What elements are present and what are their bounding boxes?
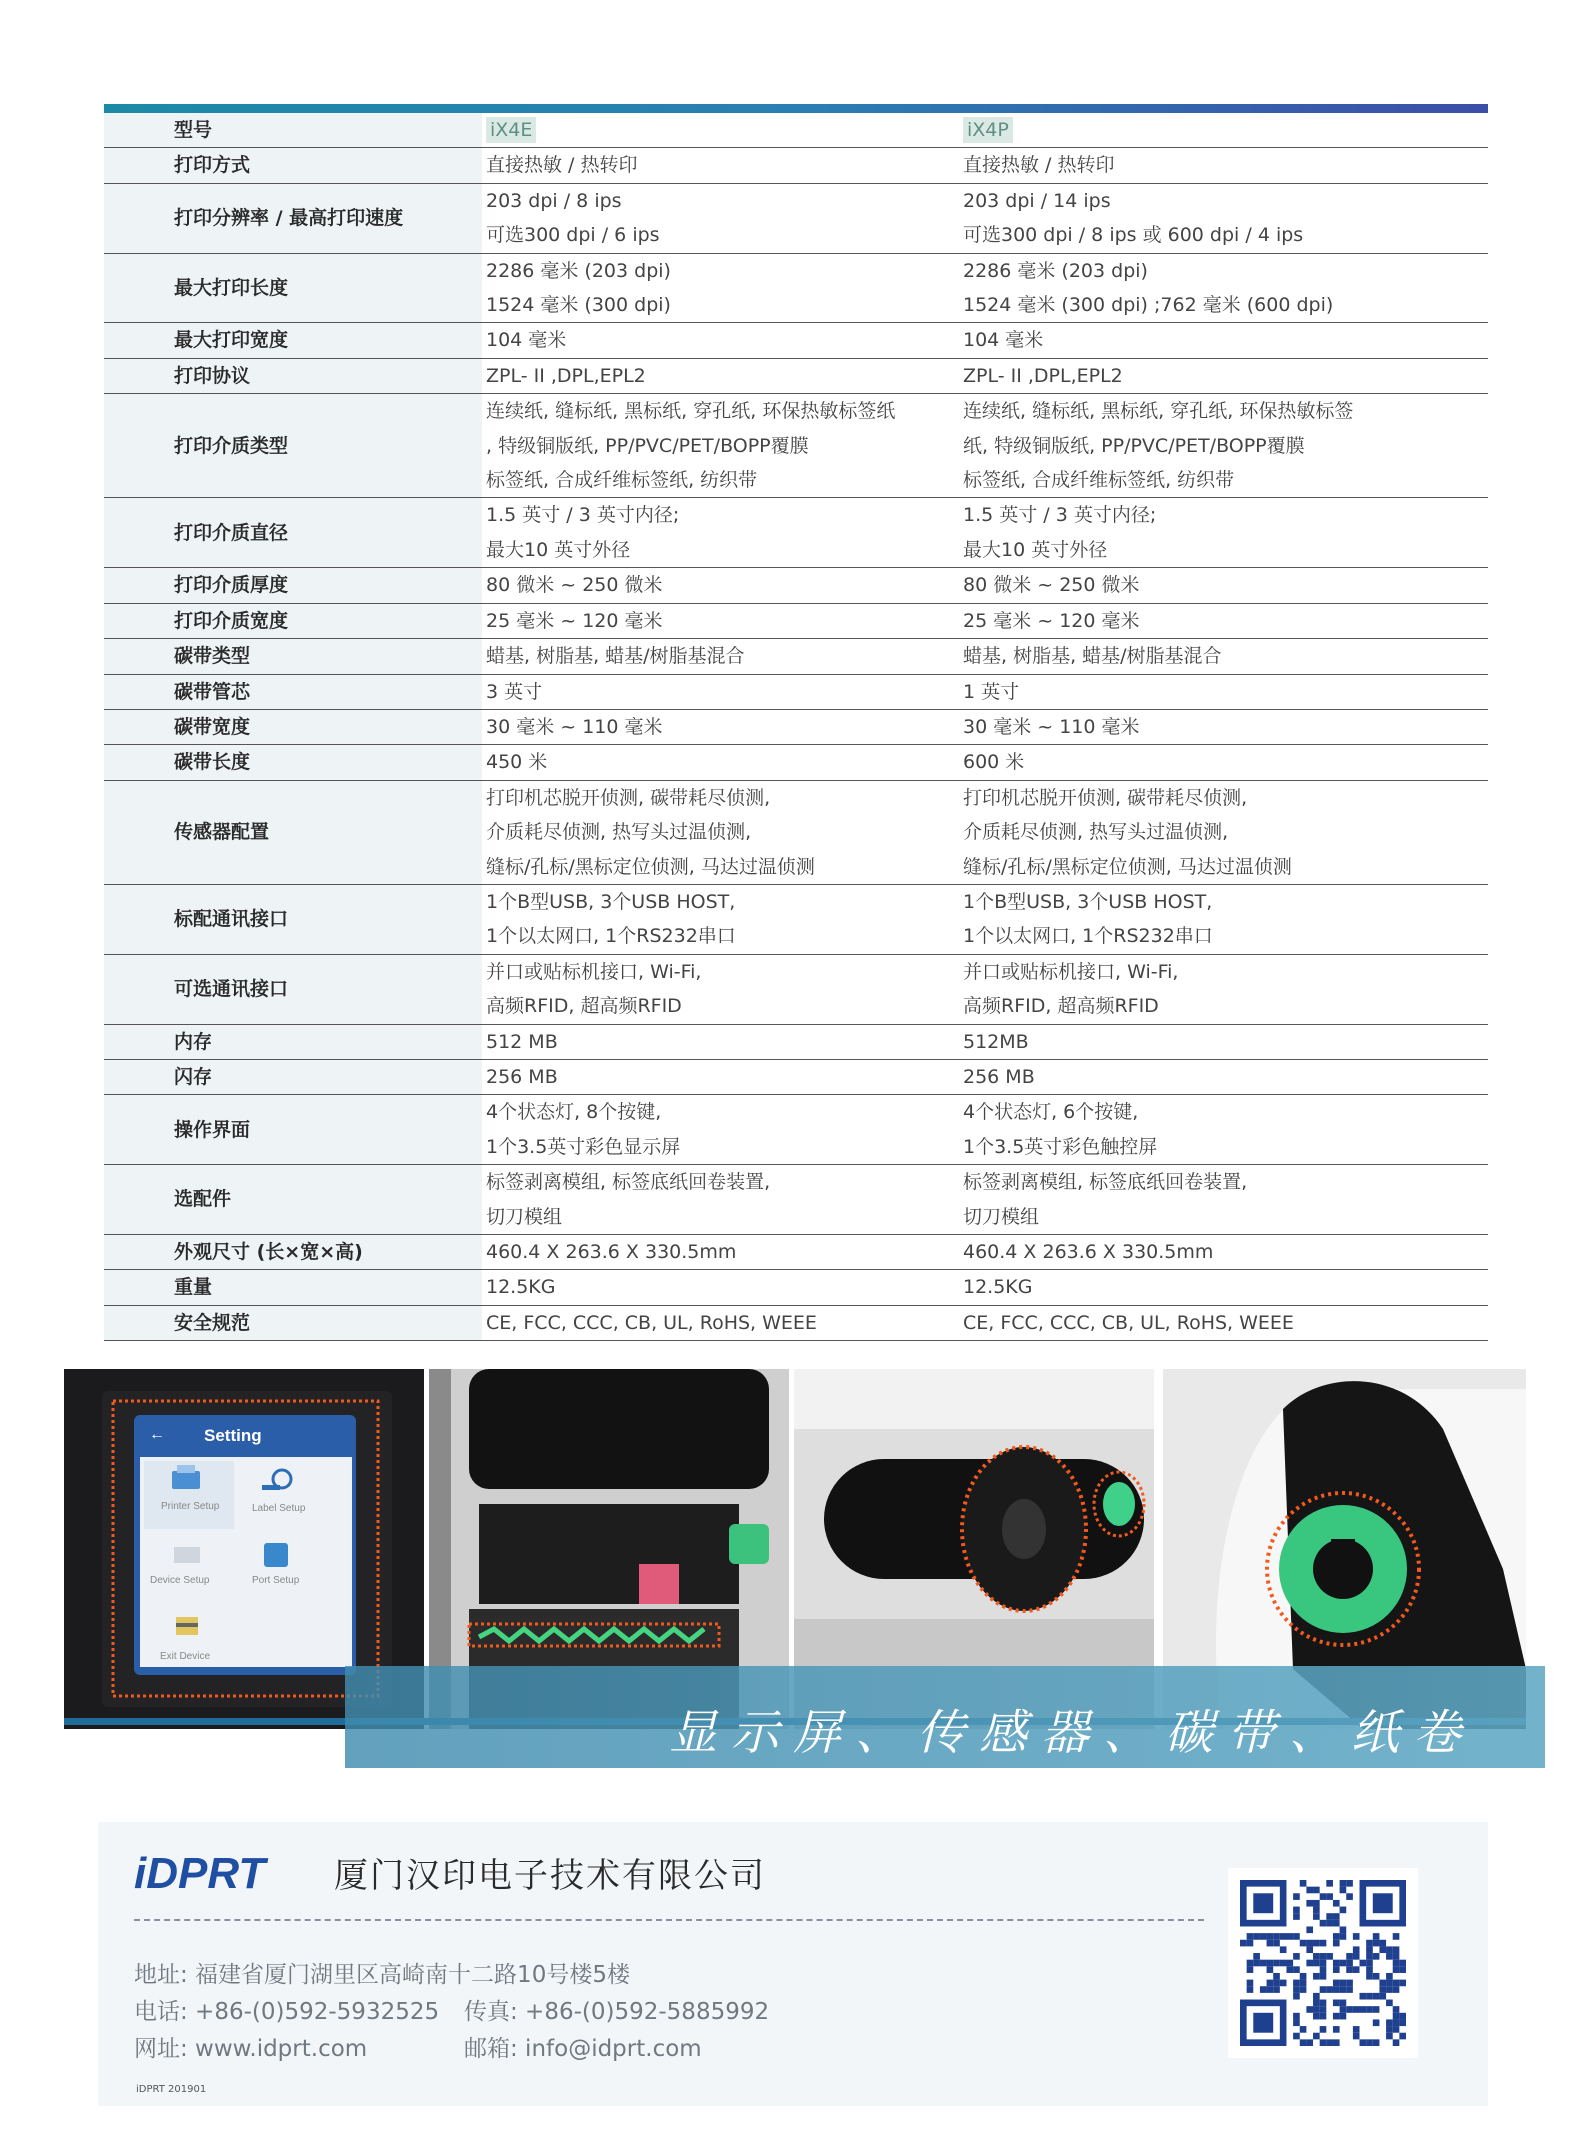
spec-value-ix4e (482, 1235, 951, 1270)
spec-value-line: 203 dpi / 14 ips (963, 189, 1111, 212)
spec-label: 碳带长度 (104, 745, 482, 780)
spec-value-line: 并口或贴标机接口, Wi-Fi, (486, 960, 702, 983)
spec-label: 闪存 (104, 1059, 482, 1094)
spec-row (104, 1024, 1488, 1059)
spec-value-ix4e (482, 780, 951, 884)
screen-item-label-setup[interactable]: Label Setup (252, 1503, 306, 1514)
spec-value-ix4e (482, 323, 951, 358)
spec-value-line: 80 微米 ~ 250 微米 (963, 574, 1140, 597)
spec-row (104, 323, 1488, 358)
spec-value-ix4p (951, 884, 1488, 954)
spec-row (104, 1305, 1488, 1340)
spec-value-line: 1个B型USB, 3个USB HOST, (486, 890, 736, 913)
spec-row (104, 639, 1488, 674)
spec-label: 碳带管芯 (104, 674, 482, 709)
spec-value-ix4e (482, 498, 951, 568)
spec-value-line: 1.5 英寸 / 3 英寸内径; (486, 504, 680, 527)
spec-value-line: 蜡基, 树脂基, 蜡基/树脂基混合 (486, 645, 745, 668)
spec-value-line: 介质耗尽侦测, 热写头过温侦测, (963, 821, 1229, 844)
spec-value-line: ZPL- II ,DPL,EPL2 (486, 364, 646, 387)
spec-value-line: 1 英寸 (963, 680, 1020, 703)
spec-row (104, 1165, 1488, 1235)
spec-value-ix4e (482, 954, 951, 1024)
spec-label: 打印方式 (104, 148, 482, 183)
spec-value-ix4e (482, 745, 951, 780)
spec-value-line: 203 dpi / 8 ips (486, 189, 622, 212)
spec-value-line: 切刀模组 (486, 1205, 563, 1228)
spec-value-line: , 特级铜版纸, PP/PVC/PET/BOPP覆膜 (486, 434, 809, 457)
spec-row (104, 1095, 1488, 1165)
svg-text:iDPRT: iDPRT (134, 1849, 266, 1896)
spec-value-line: 介质耗尽侦测, 热写头过温侦测, (486, 821, 752, 844)
spec-label: 打印介质类型 (104, 394, 482, 498)
screen-item-port-setup[interactable]: Port Setup (252, 1575, 300, 1586)
spec-value-ix4p (951, 745, 1488, 780)
spec-value-line: 最大10 英寸外径 (963, 538, 1108, 561)
spec-value-line: 2286 毫米 (203 dpi) (486, 259, 671, 282)
spec-value-ix4e (482, 358, 951, 393)
spec-label: 标配通讯接口 (104, 884, 482, 954)
email-link[interactable]: 邮箱: info@idprt.com (464, 2036, 702, 2062)
spec-value-ix4e (482, 1024, 951, 1059)
spec-value-ix4p (951, 954, 1488, 1024)
spec-value-ix4e (482, 148, 951, 183)
spec-value-line: 4个状态灯, 6个按键, (963, 1101, 1139, 1124)
spec-value-line: 标签纸, 合成纤维标签纸, 纺织带 (486, 469, 758, 492)
qr-code[interactable] (1228, 1868, 1418, 2058)
screen-item-exit-device[interactable]: Exit Device (160, 1651, 211, 1662)
spec-value-ix4e (482, 709, 951, 744)
spec-value-line: 30 毫米 ~ 110 毫米 (486, 715, 663, 738)
spec-value-ix4p (951, 323, 1488, 358)
spec-value-line: 直接热敏 / 热转印 (486, 154, 638, 177)
website-link[interactable]: 网址: www.idprt.com (134, 2036, 368, 2062)
spec-value-ix4e (482, 568, 951, 603)
spec-value-ix4e (482, 884, 951, 954)
spec-row (104, 780, 1488, 884)
spec-value-line: 512MB (963, 1030, 1029, 1053)
spec-value-line: 12.5KG (963, 1276, 1033, 1299)
port-setup-icon[interactable] (264, 1543, 288, 1567)
model-ix4p: iX4P (963, 117, 1013, 143)
spec-row (104, 394, 1488, 498)
spec-label: 最大打印宽度 (104, 323, 482, 358)
screen-item-device-setup[interactable]: Device Setup (150, 1575, 210, 1586)
spec-value-line: 104 毫米 (963, 329, 1044, 352)
fax-text: 传真: +86-(0)592-5885992 (464, 1999, 770, 2025)
spec-label: 外观尺寸 (长×宽×高) (104, 1235, 482, 1270)
spec-value-ix4p (951, 1165, 1488, 1235)
spec-value-line: 3 英寸 (486, 680, 543, 703)
spec-label: 操作界面 (104, 1095, 482, 1165)
spec-value-ix4e (482, 1270, 951, 1305)
spec-label: 碳带宽度 (104, 709, 482, 744)
spec-label: 打印介质宽度 (104, 603, 482, 638)
spec-label: 内存 (104, 1024, 482, 1059)
spec-value-ix4p (951, 498, 1488, 568)
spec-value-line: 蜡基, 树脂基, 蜡基/树脂基混合 (963, 645, 1222, 668)
spec-value-ix4e (482, 1095, 951, 1165)
spec-value-ix4p (951, 1095, 1488, 1165)
spec-value-line: 256 MB (963, 1065, 1035, 1088)
screen-item-printer-setup[interactable]: Printer Setup (161, 1501, 220, 1512)
spec-value-ix4p (951, 394, 1488, 498)
spec-row (104, 884, 1488, 954)
feature-photo-strip (64, 1369, 1526, 1761)
spec-row (104, 954, 1488, 1024)
spec-value-line: 切刀模组 (963, 1205, 1040, 1228)
document-code: iDPRT 201901 (136, 2084, 207, 2095)
spec-value-ix4p (951, 1024, 1488, 1059)
spec-value-ix4p (951, 674, 1488, 709)
spec-value-line: 80 微米 ~ 250 微米 (486, 574, 663, 597)
spec-value-line: 打印机芯脱开侦测, 碳带耗尽侦测, (486, 786, 771, 809)
spec-value-ix4p (951, 1270, 1488, 1305)
spec-value-line: 缝标/孔标/黑标定位侦测, 马达过温侦测 (963, 855, 1292, 878)
spec-value-ix4e (482, 1305, 951, 1340)
spec-value-ix4p (951, 709, 1488, 744)
spec-row (104, 709, 1488, 744)
spec-value-ix4p (951, 780, 1488, 884)
spec-value-ix4e (482, 1059, 951, 1094)
spec-value-line: 纸, 特级铜版纸, PP/PVC/PET/BOPP覆膜 (963, 434, 1305, 457)
spec-value-line: 25 毫米 ~ 120 毫米 (486, 609, 663, 632)
model-row (104, 113, 1488, 148)
spec-row (104, 1270, 1488, 1305)
spec-row (104, 674, 1488, 709)
spec-value-ix4e (482, 603, 951, 638)
spec-value-line: 256 MB (486, 1065, 558, 1088)
spec-row (104, 745, 1488, 780)
spec-value-line: 缝标/孔标/黑标定位侦测, 马达过温侦测 (486, 855, 815, 878)
spec-label: 打印介质厚度 (104, 568, 482, 603)
screen-title: Setting (204, 1426, 262, 1445)
spec-row (104, 1235, 1488, 1270)
spec-value-ix4e (482, 253, 951, 323)
spec-value-ix4p (951, 148, 1488, 183)
spec-row (104, 1059, 1488, 1094)
spec-value-ix4p (951, 603, 1488, 638)
spec-value-ix4p (951, 568, 1488, 603)
spec-value-ix4e (482, 183, 951, 253)
exit-device-icon[interactable] (176, 1617, 198, 1635)
spec-row (104, 498, 1488, 568)
idprt-logo (134, 1848, 306, 1896)
spec-value-line: 1524 毫米 (300 dpi) (486, 294, 671, 317)
spec-value-line: 标签纸, 合成纤维标签纸, 纺织带 (963, 469, 1235, 492)
spec-value-line: 标签剥离模组, 标签底纸回卷装置, (486, 1171, 771, 1194)
spec-value-line: 最大10 英寸外径 (486, 538, 631, 561)
spec-value-line: CE, FCC, CCC, CB, UL, RoHS, WEEE (486, 1311, 817, 1334)
spec-value-line: 30 毫米 ~ 110 毫米 (963, 715, 1140, 738)
spec-value-ix4p (951, 1235, 1488, 1270)
spec-label: 打印分辨率 / 最高打印速度 (104, 183, 482, 253)
qr-code-icon (1240, 1880, 1406, 2046)
spec-value-ix4p (951, 253, 1488, 323)
spec-label: 选配件 (104, 1165, 482, 1235)
spec-value-line: 2286 毫米 (203 dpi) (963, 259, 1148, 282)
spec-row (104, 253, 1488, 323)
spec-label: 传感器配置 (104, 780, 482, 884)
spec-value-line: 连续纸, 缝标纸, 黑标纸, 穿孔纸, 环保热敏标签纸 (486, 400, 896, 423)
spec-value-line: 600 米 (963, 751, 1025, 774)
device-setup-icon[interactable] (174, 1547, 200, 1563)
spec-value-line: 1个以太网口, 1个RS232串口 (486, 925, 736, 948)
header-accent-bar (104, 104, 1488, 113)
spec-value-line: 1个以太网口, 1个RS232串口 (963, 925, 1213, 948)
spec-value-line: 12.5KG (486, 1276, 556, 1299)
dashed-divider (134, 1919, 1204, 1921)
spec-value-line: 104 毫米 (486, 329, 567, 352)
spec-row (104, 603, 1488, 638)
spec-value-line: 1个B型USB, 3个USB HOST, (963, 890, 1213, 913)
spec-label: 可选通讯接口 (104, 954, 482, 1024)
spec-row (104, 148, 1488, 183)
spec-value-line: 连续纸, 缝标纸, 黑标纸, 穿孔纸, 环保热敏标签 (963, 400, 1354, 423)
spec-row (104, 358, 1488, 393)
spec-label: 重量 (104, 1270, 482, 1305)
spec-value-line: 直接热敏 / 热转印 (963, 154, 1115, 177)
spec-label: 最大打印长度 (104, 253, 482, 323)
spec-label: 安全规范 (104, 1305, 482, 1340)
spec-value-line: 可选300 dpi / 8 ips 或 600 dpi / 4 ips (963, 224, 1304, 247)
spec-table-section (104, 104, 1488, 1341)
spec-value-line: 打印机芯脱开侦测, 碳带耗尽侦测, (963, 786, 1248, 809)
feature-caption: 显示屏、传感器、碳带、纸卷 (668, 1705, 1475, 1761)
spec-value-line: 1.5 英寸 / 3 英寸内径; (963, 504, 1157, 527)
spec-value-ix4p (951, 358, 1488, 393)
spec-value-ix4e (482, 674, 951, 709)
spec-row (104, 568, 1488, 603)
spec-value-line: 4个状态灯, 8个按键, (486, 1101, 662, 1124)
model-ix4e: iX4E (486, 117, 536, 143)
spec-value-line: 1524 毫米 (300 dpi) ;762 毫米 (600 dpi) (963, 294, 1334, 317)
spec-value-ix4p (951, 1305, 1488, 1340)
caption-band (345, 1666, 1545, 1768)
spec-value-ix4e (482, 1165, 951, 1235)
spec-label: 打印介质直径 (104, 498, 482, 568)
spec-value-line: 1个3.5英寸彩色显示屏 (486, 1135, 681, 1158)
spec-value-line: 可选300 dpi / 6 ips (486, 224, 660, 247)
spec-value-line: 450 米 (486, 751, 548, 774)
company-name: 厦门汉印电子技术有限公司 (334, 1856, 766, 1896)
spec-value-ix4e (482, 639, 951, 674)
spec-value-ix4e (482, 394, 951, 498)
spec-value-line: 460.4 X 263.6 X 330.5mm (486, 1241, 737, 1263)
spec-value-line: 1个3.5英寸彩色触控屏 (963, 1135, 1158, 1158)
spec-value-ix4p (951, 639, 1488, 674)
spec-table (104, 113, 1488, 1341)
spec-row (104, 183, 1488, 253)
phone-text: 电话: +86-(0)592-5932525 (134, 1999, 440, 2025)
spec-value-line: CE, FCC, CCC, CB, UL, RoHS, WEEE (963, 1311, 1294, 1334)
spec-value-line: 并口或贴标机接口, Wi-Fi, (963, 960, 1179, 983)
back-arrow-icon[interactable]: ← (149, 1426, 165, 1443)
spec-value-ix4p (951, 1059, 1488, 1094)
spec-value-line: 460.4 X 263.6 X 330.5mm (963, 1241, 1214, 1263)
spec-value-line: ZPL- II ,DPL,EPL2 (963, 364, 1123, 387)
spec-value-ix4p (951, 183, 1488, 253)
spec-label: 碳带类型 (104, 639, 482, 674)
spec-value-line: 512 MB (486, 1030, 558, 1053)
spec-value-line: 高频RFID, 超高频RFID (963, 995, 1159, 1018)
company-footer (98, 1822, 1488, 2106)
address-text: 地址: 福建省厦门湖里区高崎南十二路10号楼5楼 (134, 1962, 630, 1988)
spec-value-line: 25 毫米 ~ 120 毫米 (963, 609, 1140, 632)
model-label: 型号 (104, 113, 482, 148)
spec-value-line: 高频RFID, 超高频RFID (486, 995, 682, 1018)
spec-label: 打印协议 (104, 358, 482, 393)
spec-value-line: 标签剥离模组, 标签底纸回卷装置, (963, 1171, 1248, 1194)
